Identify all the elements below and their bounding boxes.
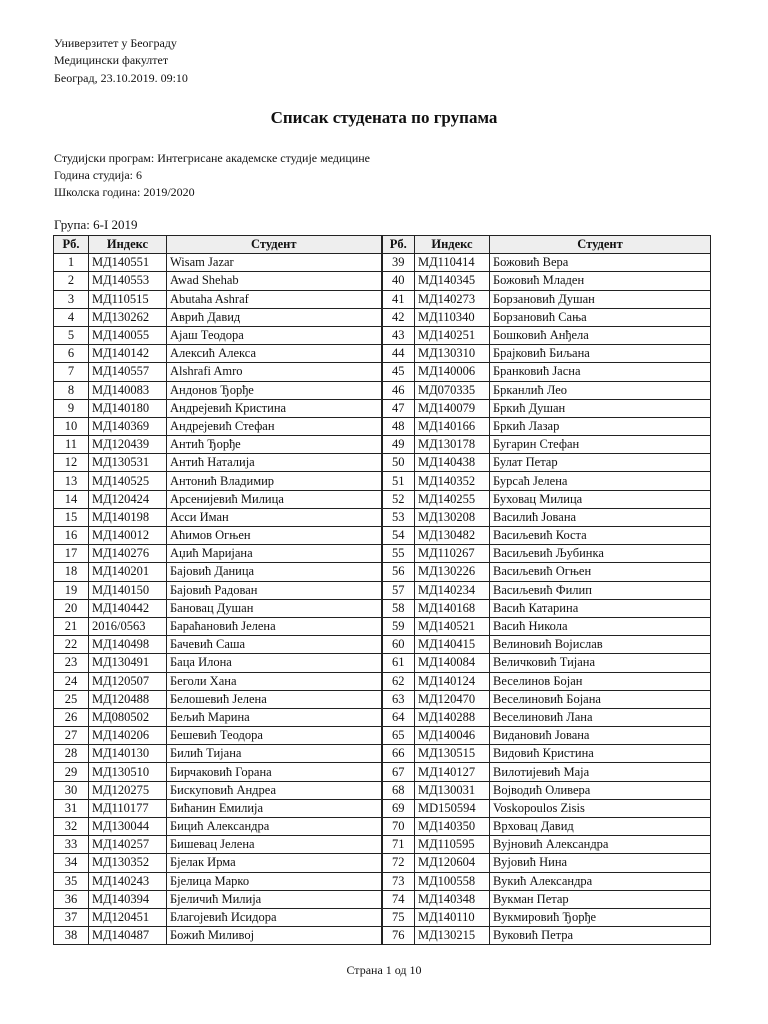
table-row bbox=[54, 763, 711, 781]
cell-student-right: Булат Петар bbox=[490, 454, 711, 472]
faculty-name: Медицински факултет bbox=[54, 53, 169, 67]
cell-index-right: МД140166 bbox=[415, 417, 490, 435]
cell-rb-right: 41 bbox=[382, 290, 415, 308]
cell-rb-left: 13 bbox=[54, 472, 89, 490]
cell-index-right: МД070335 bbox=[415, 381, 490, 399]
header-rb-left: Рб. bbox=[54, 236, 89, 254]
cell-index-right: МД140288 bbox=[415, 708, 490, 726]
table-row bbox=[54, 872, 711, 890]
cell-rb-right: 49 bbox=[382, 436, 415, 454]
cell-index-left: МД140243 bbox=[89, 872, 167, 890]
cell-index-left: МД140198 bbox=[89, 508, 167, 526]
cell-student-left: Андрејевић Кристина bbox=[167, 399, 382, 417]
cell-rb-right: 39 bbox=[382, 254, 415, 272]
table-row bbox=[54, 308, 711, 326]
cell-index-left: МД140276 bbox=[89, 545, 167, 563]
cell-rb-right: 60 bbox=[382, 636, 415, 654]
study-program: Студијски програм: Интегрисане академске студије медицине bbox=[54, 151, 370, 165]
table-header-row bbox=[54, 236, 711, 254]
cell-rb-left: 10 bbox=[54, 417, 89, 435]
school-year: Школска година: 2019/2020 bbox=[54, 185, 195, 199]
cell-rb-right: 55 bbox=[382, 545, 415, 563]
cell-rb-left: 4 bbox=[54, 308, 89, 326]
cell-student-right: Васиљевић Огњен bbox=[490, 563, 711, 581]
cell-index-right: МД120604 bbox=[415, 854, 490, 872]
cell-rb-right: 58 bbox=[382, 599, 415, 617]
cell-rb-left: 29 bbox=[54, 763, 89, 781]
cell-student-left: Аврић Давид bbox=[167, 308, 382, 326]
cell-index-right: МД130215 bbox=[415, 927, 490, 945]
cell-rb-right: 70 bbox=[382, 818, 415, 836]
cell-index-left: МД110515 bbox=[89, 290, 167, 308]
cell-index-left: МД120275 bbox=[89, 781, 167, 799]
cell-rb-right: 53 bbox=[382, 508, 415, 526]
cell-student-left: Антић Наталија bbox=[167, 454, 382, 472]
cell-student-left: Аћимов Огњен bbox=[167, 527, 382, 545]
cell-student-left: Бискуповић Андреа bbox=[167, 781, 382, 799]
header-student-right: Студент bbox=[490, 236, 711, 254]
cell-rb-left: 1 bbox=[54, 254, 89, 272]
cell-student-right: Борзановић Душан bbox=[490, 290, 711, 308]
cell-rb-right: 40 bbox=[382, 272, 415, 290]
header-index-left: Индекс bbox=[89, 236, 167, 254]
cell-rb-right: 69 bbox=[382, 799, 415, 817]
cell-rb-left: 19 bbox=[54, 581, 89, 599]
cell-rb-right: 66 bbox=[382, 745, 415, 763]
cell-rb-right: 43 bbox=[382, 326, 415, 344]
cell-student-left: Баца Илона bbox=[167, 654, 382, 672]
cell-student-right: Васић Катарина bbox=[490, 599, 711, 617]
cell-student-left: Антонић Владимир bbox=[167, 472, 382, 490]
cell-index-left: МД130352 bbox=[89, 854, 167, 872]
cell-index-right: МД140084 bbox=[415, 654, 490, 672]
cell-student-left: Wisam Jazar bbox=[167, 254, 382, 272]
cell-rb-right: 71 bbox=[382, 836, 415, 854]
cell-rb-left: 20 bbox=[54, 599, 89, 617]
cell-index-left: МД140055 bbox=[89, 326, 167, 344]
cell-index-right: МД130482 bbox=[415, 527, 490, 545]
cell-rb-left: 11 bbox=[54, 436, 89, 454]
cell-rb-left: 25 bbox=[54, 690, 89, 708]
cell-index-right: МД110267 bbox=[415, 545, 490, 563]
cell-student-right: Брајковић Биљана bbox=[490, 345, 711, 363]
cell-student-right: Вујовић Нина bbox=[490, 854, 711, 872]
table-row bbox=[54, 454, 711, 472]
cell-index-right: МД130031 bbox=[415, 781, 490, 799]
cell-index-left: МД140498 bbox=[89, 636, 167, 654]
cell-index-left: МД120488 bbox=[89, 690, 167, 708]
cell-student-left: Бајовић Радован bbox=[167, 581, 382, 599]
table-row bbox=[54, 381, 711, 399]
cell-student-right: Божовић Младен bbox=[490, 272, 711, 290]
cell-rb-right: 74 bbox=[382, 890, 415, 908]
cell-rb-right: 57 bbox=[382, 581, 415, 599]
cell-rb-right: 75 bbox=[382, 908, 415, 926]
cell-index-right: МД140438 bbox=[415, 454, 490, 472]
cell-index-right: МД140345 bbox=[415, 272, 490, 290]
cell-index-right: МД120470 bbox=[415, 690, 490, 708]
cell-rb-left: 16 bbox=[54, 527, 89, 545]
cell-student-right: Василић Јована bbox=[490, 508, 711, 526]
cell-rb-right: 76 bbox=[382, 927, 415, 945]
cell-rb-left: 23 bbox=[54, 654, 89, 672]
student-table bbox=[53, 235, 711, 945]
cell-rb-right: 50 bbox=[382, 454, 415, 472]
cell-rb-right: 56 bbox=[382, 563, 415, 581]
cell-student-left: Бешевић Теодора bbox=[167, 727, 382, 745]
cell-student-left: Билић Тијана bbox=[167, 745, 382, 763]
table-row bbox=[54, 818, 711, 836]
cell-rb-left: 14 bbox=[54, 490, 89, 508]
cell-student-left: Бараћановић Јелена bbox=[167, 617, 382, 635]
cell-index-left: МД140206 bbox=[89, 727, 167, 745]
cell-index-right: МД140006 bbox=[415, 363, 490, 381]
page-title: Списак студената по групама bbox=[270, 108, 498, 127]
cell-rb-right: 44 bbox=[382, 345, 415, 363]
cell-rb-left: 5 bbox=[54, 326, 89, 344]
table-row bbox=[54, 345, 711, 363]
cell-student-left: Бишевац Јелена bbox=[167, 836, 382, 854]
table-row bbox=[54, 399, 711, 417]
cell-index-left: МД130262 bbox=[89, 308, 167, 326]
cell-student-right: Вукмировић Ђорђе bbox=[490, 908, 711, 926]
cell-index-left: МД140525 bbox=[89, 472, 167, 490]
cell-rb-right: 46 bbox=[382, 381, 415, 399]
cell-student-left: Awad Shehab bbox=[167, 272, 382, 290]
cell-student-right: Васиљевић Филип bbox=[490, 581, 711, 599]
table-row bbox=[54, 908, 711, 926]
cell-index-right: МД130310 bbox=[415, 345, 490, 363]
page-number: Страна 1 од 10 bbox=[346, 963, 422, 977]
table-row bbox=[54, 781, 711, 799]
cell-student-left: Бјелица Марко bbox=[167, 872, 382, 890]
cell-student-left: Alshrafi Amro bbox=[167, 363, 382, 381]
table-row bbox=[54, 563, 711, 581]
cell-rb-left: 9 bbox=[54, 399, 89, 417]
cell-rb-right: 64 bbox=[382, 708, 415, 726]
table-row bbox=[54, 472, 711, 490]
cell-rb-right: 42 bbox=[382, 308, 415, 326]
cell-student-left: Бјеличић Милија bbox=[167, 890, 382, 908]
table-row bbox=[54, 326, 711, 344]
cell-index-right: МД140255 bbox=[415, 490, 490, 508]
cell-student-left: Божић Миливој bbox=[167, 927, 382, 945]
cell-index-left: МД140083 bbox=[89, 381, 167, 399]
cell-rb-left: 6 bbox=[54, 345, 89, 363]
cell-index-right: МД140110 bbox=[415, 908, 490, 926]
cell-index-right: МД130178 bbox=[415, 436, 490, 454]
cell-index-left: МД140551 bbox=[89, 254, 167, 272]
cell-student-right: Божовић Вера bbox=[490, 254, 711, 272]
cell-index-left: МД110177 bbox=[89, 799, 167, 817]
cell-index-left: МД140257 bbox=[89, 836, 167, 854]
cell-student-right: Буховац Милица bbox=[490, 490, 711, 508]
cell-rb-left: 18 bbox=[54, 563, 89, 581]
cell-student-left: Асси Иман bbox=[167, 508, 382, 526]
table-row bbox=[54, 617, 711, 635]
cell-index-left: МД140369 bbox=[89, 417, 167, 435]
cell-student-left: Бановац Душан bbox=[167, 599, 382, 617]
cell-rb-left: 7 bbox=[54, 363, 89, 381]
cell-index-right: МД140046 bbox=[415, 727, 490, 745]
table-row bbox=[54, 254, 711, 272]
cell-student-right: Видовић Кристина bbox=[490, 745, 711, 763]
cell-student-right: Вуковић Петра bbox=[490, 927, 711, 945]
cell-student-right: Веселинов Бојан bbox=[490, 672, 711, 690]
cell-index-right: МД110414 bbox=[415, 254, 490, 272]
table-row bbox=[54, 436, 711, 454]
cell-index-right: МД140273 bbox=[415, 290, 490, 308]
cell-student-right: Вукић Александра bbox=[490, 872, 711, 890]
cell-student-left: Бицић Александра bbox=[167, 818, 382, 836]
cell-student-right: Вукман Петар bbox=[490, 890, 711, 908]
cell-student-left: Белошевић Јелена bbox=[167, 690, 382, 708]
cell-index-right: МД140168 bbox=[415, 599, 490, 617]
cell-student-left: Бачевић Саша bbox=[167, 636, 382, 654]
cell-student-right: Voskopoulos Zisis bbox=[490, 799, 711, 817]
cell-student-left: Бјелак Ирма bbox=[167, 854, 382, 872]
cell-rb-left: 2 bbox=[54, 272, 89, 290]
cell-index-right: МД140079 bbox=[415, 399, 490, 417]
cell-rb-left: 36 bbox=[54, 890, 89, 908]
cell-index-right: МД140350 bbox=[415, 818, 490, 836]
cell-student-left: Андрејевић Стефан bbox=[167, 417, 382, 435]
cell-student-left: Аџић Маријана bbox=[167, 545, 382, 563]
cell-student-right: Вилотијевић Маја bbox=[490, 763, 711, 781]
cell-index-left: 2016/0563 bbox=[89, 617, 167, 635]
cell-student-right: Бркић Душан bbox=[490, 399, 711, 417]
table-row bbox=[54, 727, 711, 745]
cell-student-right: Васиљевић Љубинка bbox=[490, 545, 711, 563]
cell-index-left: МД140394 bbox=[89, 890, 167, 908]
cell-rb-left: 28 bbox=[54, 745, 89, 763]
header-student-left: Студент bbox=[167, 236, 382, 254]
cell-index-right: МД140127 bbox=[415, 763, 490, 781]
cell-index-left: МД130531 bbox=[89, 454, 167, 472]
cell-student-right: Бошковић Анђела bbox=[490, 326, 711, 344]
place-date: Београд, 23.10.2019. 09:10 bbox=[54, 71, 188, 85]
cell-index-left: МД140487 bbox=[89, 927, 167, 945]
cell-index-left: МД080502 bbox=[89, 708, 167, 726]
cell-student-right: Веселиновић Лана bbox=[490, 708, 711, 726]
table-row bbox=[54, 581, 711, 599]
cell-rb-left: 33 bbox=[54, 836, 89, 854]
university-name: Универзитет у Београду bbox=[54, 36, 177, 50]
cell-index-left: МД140553 bbox=[89, 272, 167, 290]
cell-student-right: Велиновић Војислав bbox=[490, 636, 711, 654]
cell-index-left: МД120451 bbox=[89, 908, 167, 926]
cell-rb-right: 67 bbox=[382, 763, 415, 781]
cell-rb-right: 68 bbox=[382, 781, 415, 799]
cell-rb-right: 47 bbox=[382, 399, 415, 417]
cell-rb-left: 26 bbox=[54, 708, 89, 726]
cell-rb-left: 12 bbox=[54, 454, 89, 472]
cell-rb-left: 17 bbox=[54, 545, 89, 563]
table-row bbox=[54, 417, 711, 435]
cell-student-left: Благојевић Исидора bbox=[167, 908, 382, 926]
cell-rb-left: 32 bbox=[54, 818, 89, 836]
cell-rb-right: 59 bbox=[382, 617, 415, 635]
cell-student-left: Abutaha Ashraf bbox=[167, 290, 382, 308]
cell-student-right: Војводић Оливера bbox=[490, 781, 711, 799]
cell-student-right: Бурсаћ Јелена bbox=[490, 472, 711, 490]
table-row bbox=[54, 672, 711, 690]
cell-index-right: МД140521 bbox=[415, 617, 490, 635]
cell-rb-right: 48 bbox=[382, 417, 415, 435]
table-row bbox=[54, 508, 711, 526]
cell-student-right: Видановић Јована bbox=[490, 727, 711, 745]
cell-student-right: Бугарин Стефан bbox=[490, 436, 711, 454]
cell-student-left: Бељић Марина bbox=[167, 708, 382, 726]
cell-rb-left: 21 bbox=[54, 617, 89, 635]
table-row bbox=[54, 708, 711, 726]
cell-index-right: МД130208 bbox=[415, 508, 490, 526]
cell-index-right: МД130515 bbox=[415, 745, 490, 763]
table-row bbox=[54, 927, 711, 945]
cell-rb-left: 35 bbox=[54, 872, 89, 890]
cell-student-left: Бићанин Емилија bbox=[167, 799, 382, 817]
cell-index-left: МД120424 bbox=[89, 490, 167, 508]
table-row bbox=[54, 599, 711, 617]
cell-student-left: Андонов Ђорђе bbox=[167, 381, 382, 399]
cell-index-left: МД140150 bbox=[89, 581, 167, 599]
cell-rb-right: 65 bbox=[382, 727, 415, 745]
header-rb-right: Рб. bbox=[382, 236, 415, 254]
cell-rb-left: 30 bbox=[54, 781, 89, 799]
table-row bbox=[54, 636, 711, 654]
table-row bbox=[54, 836, 711, 854]
cell-student-right: Веселиновић Бојана bbox=[490, 690, 711, 708]
cell-rb-right: 63 bbox=[382, 690, 415, 708]
cell-rb-left: 15 bbox=[54, 508, 89, 526]
cell-index-right: МД140415 bbox=[415, 636, 490, 654]
cell-index-left: МД120507 bbox=[89, 672, 167, 690]
cell-student-right: Васиљевић Коста bbox=[490, 527, 711, 545]
cell-rb-left: 38 bbox=[54, 927, 89, 945]
cell-index-left: МД140130 bbox=[89, 745, 167, 763]
cell-student-left: Арсенијевић Милица bbox=[167, 490, 382, 508]
table-row bbox=[54, 527, 711, 545]
cell-index-right: МД110340 bbox=[415, 308, 490, 326]
cell-index-left: МД130510 bbox=[89, 763, 167, 781]
table-row bbox=[54, 690, 711, 708]
table-row bbox=[54, 545, 711, 563]
cell-student-right: Бркић Лазар bbox=[490, 417, 711, 435]
header-index-right: Индекс bbox=[415, 236, 490, 254]
cell-rb-left: 24 bbox=[54, 672, 89, 690]
cell-index-left: МД140180 bbox=[89, 399, 167, 417]
cell-student-left: Антић Ђорђе bbox=[167, 436, 382, 454]
cell-rb-left: 3 bbox=[54, 290, 89, 308]
cell-rb-left: 34 bbox=[54, 854, 89, 872]
cell-rb-right: 51 bbox=[382, 472, 415, 490]
cell-rb-right: 62 bbox=[382, 672, 415, 690]
cell-rb-right: 72 bbox=[382, 854, 415, 872]
cell-student-left: Ајаш Теодора bbox=[167, 326, 382, 344]
group-label: Група: 6-I 2019 bbox=[54, 217, 138, 232]
cell-rb-right: 54 bbox=[382, 527, 415, 545]
cell-student-right: Брканлић Лео bbox=[490, 381, 711, 399]
cell-rb-left: 31 bbox=[54, 799, 89, 817]
cell-index-right: MD150594 bbox=[415, 799, 490, 817]
cell-rb-left: 27 bbox=[54, 727, 89, 745]
table-row bbox=[54, 890, 711, 908]
table-row bbox=[54, 490, 711, 508]
cell-student-left: Бирчаковић Горана bbox=[167, 763, 382, 781]
table-row bbox=[54, 272, 711, 290]
cell-student-right: Вујновић Александра bbox=[490, 836, 711, 854]
table-row bbox=[54, 290, 711, 308]
table-row bbox=[54, 363, 711, 381]
cell-index-left: МД120439 bbox=[89, 436, 167, 454]
cell-index-left: МД140557 bbox=[89, 363, 167, 381]
cell-rb-right: 61 bbox=[382, 654, 415, 672]
cell-rb-right: 45 bbox=[382, 363, 415, 381]
cell-rb-right: 52 bbox=[382, 490, 415, 508]
cell-index-right: МД140352 bbox=[415, 472, 490, 490]
table-row bbox=[54, 799, 711, 817]
cell-index-left: МД130491 bbox=[89, 654, 167, 672]
cell-index-right: МД100558 bbox=[415, 872, 490, 890]
cell-rb-left: 37 bbox=[54, 908, 89, 926]
cell-index-left: МД130044 bbox=[89, 818, 167, 836]
cell-index-left: МД140012 bbox=[89, 527, 167, 545]
cell-index-right: МД110595 bbox=[415, 836, 490, 854]
cell-index-right: МД140234 bbox=[415, 581, 490, 599]
cell-student-left: Беголи Хана bbox=[167, 672, 382, 690]
cell-index-left: МД140201 bbox=[89, 563, 167, 581]
cell-student-right: Васић Никола bbox=[490, 617, 711, 635]
cell-index-right: МД140251 bbox=[415, 326, 490, 344]
table-row bbox=[54, 745, 711, 763]
table-row bbox=[54, 854, 711, 872]
cell-rb-right: 73 bbox=[382, 872, 415, 890]
cell-rb-left: 8 bbox=[54, 381, 89, 399]
cell-index-left: МД140142 bbox=[89, 345, 167, 363]
study-year: Година студија: 6 bbox=[54, 168, 142, 182]
cell-student-right: Борзановић Сања bbox=[490, 308, 711, 326]
cell-student-left: Алексић Алекса bbox=[167, 345, 382, 363]
cell-student-right: Величковић Тијана bbox=[490, 654, 711, 672]
table-row bbox=[54, 654, 711, 672]
cell-index-right: МД140348 bbox=[415, 890, 490, 908]
cell-student-right: Врховац Давид bbox=[490, 818, 711, 836]
cell-index-right: МД140124 bbox=[415, 672, 490, 690]
cell-index-right: МД130226 bbox=[415, 563, 490, 581]
cell-student-right: Бранковић Јасна bbox=[490, 363, 711, 381]
cell-student-left: Бајовић Даница bbox=[167, 563, 382, 581]
cell-index-left: МД140442 bbox=[89, 599, 167, 617]
cell-rb-left: 22 bbox=[54, 636, 89, 654]
